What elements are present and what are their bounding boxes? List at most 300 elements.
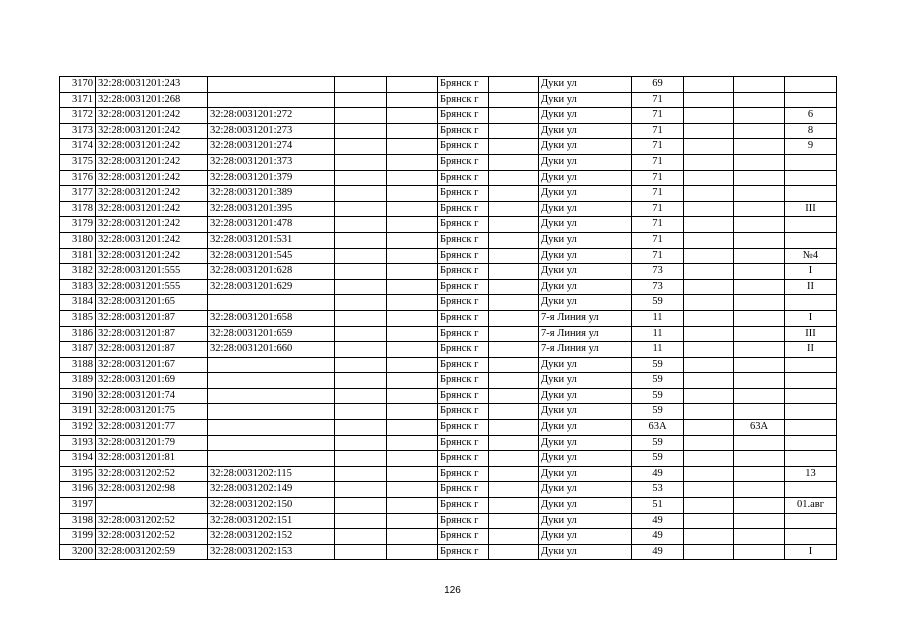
empty-cell-a: [335, 404, 387, 420]
city-cell: Брянск г: [438, 388, 489, 404]
street-cell: Дуки ул: [539, 373, 632, 389]
street-cell: Дуки ул: [539, 544, 632, 560]
cadastral-number-cell: 32:28:0031201:67: [96, 357, 208, 373]
empty-cell-d: [684, 342, 734, 358]
street-cell: Дуки ул: [539, 529, 632, 545]
empty-cell-a: [335, 170, 387, 186]
cadastral-number-cell: 32:28:0031201:555: [96, 279, 208, 295]
table-row: [60, 326, 837, 342]
street-cell: Дуки ул: [539, 248, 632, 264]
empty-cell-a: [335, 466, 387, 482]
table-row: [60, 279, 837, 295]
building-cell: [734, 326, 785, 342]
street-cell: Дуки ул: [539, 420, 632, 436]
sub-cadastral-number-cell: 32:28:0031202:151: [208, 513, 335, 529]
building-cell: [734, 466, 785, 482]
sub-cadastral-number-cell: 32:28:0031201:478: [208, 217, 335, 233]
empty-cell-c: [489, 295, 539, 311]
row-number-cell: 3178: [60, 201, 96, 217]
row-number-cell: 3197: [60, 498, 96, 514]
building-cell: [734, 388, 785, 404]
street-cell: Дуки ул: [539, 108, 632, 124]
city-cell: Брянск г: [438, 139, 489, 155]
row-number-cell: 3186: [60, 326, 96, 342]
cadastral-number-cell: 32:28:0031202:59: [96, 544, 208, 560]
cadastral-number-cell: 32:28:0031202:52: [96, 529, 208, 545]
empty-cell-a: [335, 201, 387, 217]
empty-cell-d: [684, 404, 734, 420]
empty-cell-a: [335, 342, 387, 358]
city-cell: Брянск г: [438, 279, 489, 295]
empty-cell-c: [489, 279, 539, 295]
empty-cell-c: [489, 217, 539, 233]
building-cell: [734, 451, 785, 467]
house-number-cell: 71: [632, 217, 684, 233]
empty-cell-b: [387, 326, 438, 342]
empty-cell-d: [684, 123, 734, 139]
building-cell: [734, 482, 785, 498]
cadastral-number-cell: 32:28:0031201:242: [96, 139, 208, 155]
empty-cell-a: [335, 373, 387, 389]
empty-cell-c: [489, 186, 539, 202]
table-row: [60, 451, 837, 467]
empty-cell-a: [335, 108, 387, 124]
premises-cell: [785, 513, 837, 529]
premises-cell: III: [785, 201, 837, 217]
empty-cell-b: [387, 310, 438, 326]
sub-cadastral-number-cell: [208, 388, 335, 404]
empty-cell-c: [489, 466, 539, 482]
empty-cell-d: [684, 170, 734, 186]
empty-cell-c: [489, 154, 539, 170]
empty-cell-d: [684, 482, 734, 498]
empty-cell-c: [489, 264, 539, 280]
cadastral-number-cell: 32:28:0031201:242: [96, 232, 208, 248]
empty-cell-b: [387, 482, 438, 498]
street-cell: Дуки ул: [539, 466, 632, 482]
empty-cell-b: [387, 201, 438, 217]
building-cell: [734, 357, 785, 373]
table-row: [60, 404, 837, 420]
row-number-cell: 3179: [60, 217, 96, 233]
sub-cadastral-number-cell: 32:28:0031201:389: [208, 186, 335, 202]
street-cell: Дуки ул: [539, 92, 632, 108]
cadastral-number-cell: 32:28:0031201:242: [96, 170, 208, 186]
building-cell: [734, 529, 785, 545]
house-number-cell: 59: [632, 295, 684, 311]
empty-cell-c: [489, 388, 539, 404]
empty-cell-a: [335, 123, 387, 139]
sub-cadastral-number-cell: [208, 295, 335, 311]
empty-cell-b: [387, 295, 438, 311]
empty-cell-a: [335, 77, 387, 93]
empty-cell-a: [335, 279, 387, 295]
table-row: [60, 310, 837, 326]
premises-cell: [785, 388, 837, 404]
cadastral-number-cell: 32:28:0031201:79: [96, 435, 208, 451]
city-cell: Брянск г: [438, 264, 489, 280]
empty-cell-a: [335, 310, 387, 326]
house-number-cell: 11: [632, 342, 684, 358]
empty-cell-b: [387, 435, 438, 451]
building-cell: [734, 310, 785, 326]
table-row: [60, 154, 837, 170]
empty-cell-b: [387, 186, 438, 202]
street-cell: Дуки ул: [539, 170, 632, 186]
premises-cell: I: [785, 544, 837, 560]
house-number-cell: 71: [632, 201, 684, 217]
empty-cell-a: [335, 357, 387, 373]
premises-cell: II: [785, 279, 837, 295]
street-cell: Дуки ул: [539, 154, 632, 170]
row-number-cell: 3191: [60, 404, 96, 420]
empty-cell-b: [387, 388, 438, 404]
empty-cell-b: [387, 123, 438, 139]
building-cell: [734, 373, 785, 389]
row-number-cell: 3194: [60, 451, 96, 467]
house-number-cell: 53: [632, 482, 684, 498]
table-row: [60, 482, 837, 498]
premises-cell: №4: [785, 248, 837, 264]
empty-cell-a: [335, 498, 387, 514]
row-number-cell: 3195: [60, 466, 96, 482]
row-number-cell: 3196: [60, 482, 96, 498]
cadastral-number-cell: 32:28:0031201:242: [96, 201, 208, 217]
row-number-cell: 3171: [60, 92, 96, 108]
page-number: 126: [444, 585, 461, 596]
table-row: [60, 77, 837, 93]
cadastral-number-cell: 32:28:0031201:87: [96, 326, 208, 342]
house-number-cell: 71: [632, 154, 684, 170]
empty-cell-a: [335, 139, 387, 155]
empty-cell-d: [684, 466, 734, 482]
row-number-cell: 3181: [60, 248, 96, 264]
premises-cell: [785, 435, 837, 451]
city-cell: Брянск г: [438, 466, 489, 482]
row-number-cell: 3174: [60, 139, 96, 155]
sub-cadastral-number-cell: 32:28:0031202:153: [208, 544, 335, 560]
premises-cell: [785, 373, 837, 389]
empty-cell-b: [387, 264, 438, 280]
street-cell: Дуки ул: [539, 123, 632, 139]
empty-cell-b: [387, 373, 438, 389]
empty-cell-d: [684, 201, 734, 217]
premises-cell: 01.авг: [785, 498, 837, 514]
empty-cell-c: [489, 108, 539, 124]
building-cell: [734, 123, 785, 139]
building-cell: [734, 186, 785, 202]
cadastral-number-cell: 32:28:0031201:242: [96, 248, 208, 264]
street-cell: Дуки ул: [539, 435, 632, 451]
cadastral-number-cell: 32:28:0031201:69: [96, 373, 208, 389]
empty-cell-a: [335, 451, 387, 467]
empty-cell-b: [387, 404, 438, 420]
empty-cell-a: [335, 544, 387, 560]
premises-cell: [785, 92, 837, 108]
street-cell: Дуки ул: [539, 388, 632, 404]
building-cell: [734, 513, 785, 529]
house-number-cell: 71: [632, 92, 684, 108]
empty-cell-d: [684, 139, 734, 155]
house-number-cell: 51: [632, 498, 684, 514]
empty-cell-b: [387, 170, 438, 186]
table-row: [60, 170, 837, 186]
row-number-cell: 3192: [60, 420, 96, 436]
street-cell: Дуки ул: [539, 217, 632, 233]
sub-cadastral-number-cell: 32:28:0031201:659: [208, 326, 335, 342]
empty-cell-d: [684, 186, 734, 202]
street-cell: 7-я Линия ул: [539, 326, 632, 342]
table-row: [60, 108, 837, 124]
city-cell: Брянск г: [438, 310, 489, 326]
empty-cell-c: [489, 498, 539, 514]
street-cell: Дуки ул: [539, 513, 632, 529]
sub-cadastral-number-cell: [208, 435, 335, 451]
empty-cell-b: [387, 529, 438, 545]
street-cell: Дуки ул: [539, 279, 632, 295]
cadastral-number-cell: 32:28:0031201:81: [96, 451, 208, 467]
cadastral-number-cell: 32:28:0031201:242: [96, 108, 208, 124]
sub-cadastral-number-cell: [208, 357, 335, 373]
city-cell: Брянск г: [438, 154, 489, 170]
city-cell: Брянск г: [438, 77, 489, 93]
premises-cell: I: [785, 264, 837, 280]
sub-cadastral-number-cell: 32:28:0031201:531: [208, 232, 335, 248]
table-row: [60, 388, 837, 404]
building-cell: [734, 435, 785, 451]
sub-cadastral-number-cell: 32:28:0031201:545: [208, 248, 335, 264]
cadastral-number-cell: 32:28:0031201:77: [96, 420, 208, 436]
empty-cell-a: [335, 529, 387, 545]
sub-cadastral-number-cell: 32:28:0031202:149: [208, 482, 335, 498]
empty-cell-a: [335, 186, 387, 202]
building-cell: [734, 139, 785, 155]
house-number-cell: 59: [632, 404, 684, 420]
empty-cell-c: [489, 201, 539, 217]
sub-cadastral-number-cell: 32:28:0031201:395: [208, 201, 335, 217]
house-number-cell: 73: [632, 264, 684, 280]
empty-cell-d: [684, 357, 734, 373]
house-number-cell: 59: [632, 373, 684, 389]
empty-cell-a: [335, 232, 387, 248]
sub-cadastral-number-cell: 32:28:0031202:115: [208, 466, 335, 482]
house-number-cell: 63А: [632, 420, 684, 436]
empty-cell-a: [335, 326, 387, 342]
empty-cell-b: [387, 466, 438, 482]
empty-cell-d: [684, 92, 734, 108]
empty-cell-d: [684, 451, 734, 467]
sub-cadastral-number-cell: 32:28:0031201:274: [208, 139, 335, 155]
sub-cadastral-number-cell: [208, 404, 335, 420]
city-cell: Брянск г: [438, 404, 489, 420]
empty-cell-d: [684, 295, 734, 311]
city-cell: Брянск г: [438, 92, 489, 108]
table-row: [60, 373, 837, 389]
building-cell: [734, 295, 785, 311]
city-cell: Брянск г: [438, 435, 489, 451]
table-row: [60, 139, 837, 155]
empty-cell-c: [489, 373, 539, 389]
empty-cell-c: [489, 77, 539, 93]
street-cell: Дуки ул: [539, 139, 632, 155]
house-number-cell: 71: [632, 170, 684, 186]
empty-cell-b: [387, 232, 438, 248]
empty-cell-b: [387, 279, 438, 295]
cadastral-number-cell: 32:28:0031201:75: [96, 404, 208, 420]
city-cell: Брянск г: [438, 217, 489, 233]
empty-cell-d: [684, 373, 734, 389]
premises-cell: [785, 154, 837, 170]
sub-cadastral-number-cell: [208, 92, 335, 108]
empty-cell-c: [489, 482, 539, 498]
table-row: [60, 123, 837, 139]
house-number-cell: 59: [632, 435, 684, 451]
table-row: [60, 420, 837, 436]
registry-table: [59, 76, 837, 560]
street-cell: Дуки ул: [539, 498, 632, 514]
city-cell: Брянск г: [438, 186, 489, 202]
city-cell: Брянск г: [438, 498, 489, 514]
empty-cell-b: [387, 217, 438, 233]
sub-cadastral-number-cell: 32:28:0031201:660: [208, 342, 335, 358]
premises-cell: [785, 482, 837, 498]
city-cell: Брянск г: [438, 170, 489, 186]
sub-cadastral-number-cell: [208, 373, 335, 389]
registry-table-body: [60, 77, 837, 560]
sub-cadastral-number-cell: 32:28:0031202:150: [208, 498, 335, 514]
empty-cell-c: [489, 248, 539, 264]
empty-cell-c: [489, 170, 539, 186]
empty-cell-c: [489, 326, 539, 342]
empty-cell-a: [335, 295, 387, 311]
table-row: [60, 201, 837, 217]
empty-cell-a: [335, 513, 387, 529]
row-number-cell: 3173: [60, 123, 96, 139]
cadastral-number-cell: 32:28:0031202:52: [96, 513, 208, 529]
street-cell: 7-я Линия ул: [539, 310, 632, 326]
building-cell: [734, 342, 785, 358]
premises-cell: I: [785, 310, 837, 326]
row-number-cell: 3180: [60, 232, 96, 248]
building-cell: [734, 77, 785, 93]
empty-cell-b: [387, 248, 438, 264]
row-number-cell: 3182: [60, 264, 96, 280]
premises-cell: 9: [785, 139, 837, 155]
house-number-cell: 71: [632, 139, 684, 155]
house-number-cell: 71: [632, 248, 684, 264]
empty-cell-b: [387, 498, 438, 514]
sub-cadastral-number-cell: [208, 451, 335, 467]
city-cell: Брянск г: [438, 482, 489, 498]
house-number-cell: 71: [632, 123, 684, 139]
empty-cell-c: [489, 232, 539, 248]
premises-cell: [785, 295, 837, 311]
row-number-cell: 3175: [60, 154, 96, 170]
empty-cell-d: [684, 108, 734, 124]
building-cell: [734, 92, 785, 108]
premises-cell: 6: [785, 108, 837, 124]
table-row: [60, 217, 837, 233]
building-cell: [734, 217, 785, 233]
row-number-cell: 3189: [60, 373, 96, 389]
table-row: [60, 264, 837, 280]
sub-cadastral-number-cell: 32:28:0031201:628: [208, 264, 335, 280]
empty-cell-a: [335, 264, 387, 280]
empty-cell-a: [335, 435, 387, 451]
cadastral-number-cell: 32:28:0031201:65: [96, 295, 208, 311]
cadastral-number-cell: 32:28:0031201:555: [96, 264, 208, 280]
cadastral-number-cell: 32:28:0031201:268: [96, 92, 208, 108]
sub-cadastral-number-cell: 32:28:0031201:273: [208, 123, 335, 139]
table-row: [60, 248, 837, 264]
building-cell: [734, 248, 785, 264]
city-cell: Брянск г: [438, 373, 489, 389]
empty-cell-c: [489, 451, 539, 467]
city-cell: Брянск г: [438, 529, 489, 545]
empty-cell-d: [684, 232, 734, 248]
house-number-cell: 71: [632, 232, 684, 248]
building-cell: [734, 170, 785, 186]
empty-cell-b: [387, 108, 438, 124]
building-cell: [734, 108, 785, 124]
house-number-cell: 59: [632, 357, 684, 373]
empty-cell-a: [335, 420, 387, 436]
city-cell: Брянск г: [438, 357, 489, 373]
table-row: [60, 529, 837, 545]
row-number-cell: 3187: [60, 342, 96, 358]
row-number-cell: 3170: [60, 77, 96, 93]
city-cell: Брянск г: [438, 420, 489, 436]
building-cell: [734, 544, 785, 560]
row-number-cell: 3172: [60, 108, 96, 124]
premises-cell: [785, 451, 837, 467]
street-cell: Дуки ул: [539, 232, 632, 248]
empty-cell-d: [684, 388, 734, 404]
row-number-cell: 3176: [60, 170, 96, 186]
empty-cell-c: [489, 310, 539, 326]
cadastral-number-cell: 32:28:0031201:242: [96, 154, 208, 170]
table-row: [60, 466, 837, 482]
street-cell: 7-я Линия ул: [539, 342, 632, 358]
house-number-cell: 59: [632, 451, 684, 467]
house-number-cell: 11: [632, 310, 684, 326]
empty-cell-c: [489, 529, 539, 545]
city-cell: Брянск г: [438, 108, 489, 124]
empty-cell-b: [387, 513, 438, 529]
city-cell: Брянск г: [438, 232, 489, 248]
cadastral-number-cell: 32:28:0031201:242: [96, 123, 208, 139]
street-cell: Дуки ул: [539, 295, 632, 311]
empty-cell-a: [335, 482, 387, 498]
sub-cadastral-number-cell: 32:28:0031201:379: [208, 170, 335, 186]
street-cell: Дуки ул: [539, 186, 632, 202]
empty-cell-d: [684, 498, 734, 514]
premises-cell: [785, 77, 837, 93]
table-row: [60, 232, 837, 248]
cadastral-number-cell: 32:28:0031201:242: [96, 186, 208, 202]
house-number-cell: 49: [632, 529, 684, 545]
empty-cell-b: [387, 451, 438, 467]
house-number-cell: 49: [632, 513, 684, 529]
empty-cell-a: [335, 248, 387, 264]
premises-cell: 13: [785, 466, 837, 482]
cadastral-number-cell: [96, 498, 208, 514]
city-cell: Брянск г: [438, 295, 489, 311]
empty-cell-b: [387, 92, 438, 108]
empty-cell-c: [489, 544, 539, 560]
cadastral-number-cell: 32:28:0031201:74: [96, 388, 208, 404]
building-cell: [734, 232, 785, 248]
